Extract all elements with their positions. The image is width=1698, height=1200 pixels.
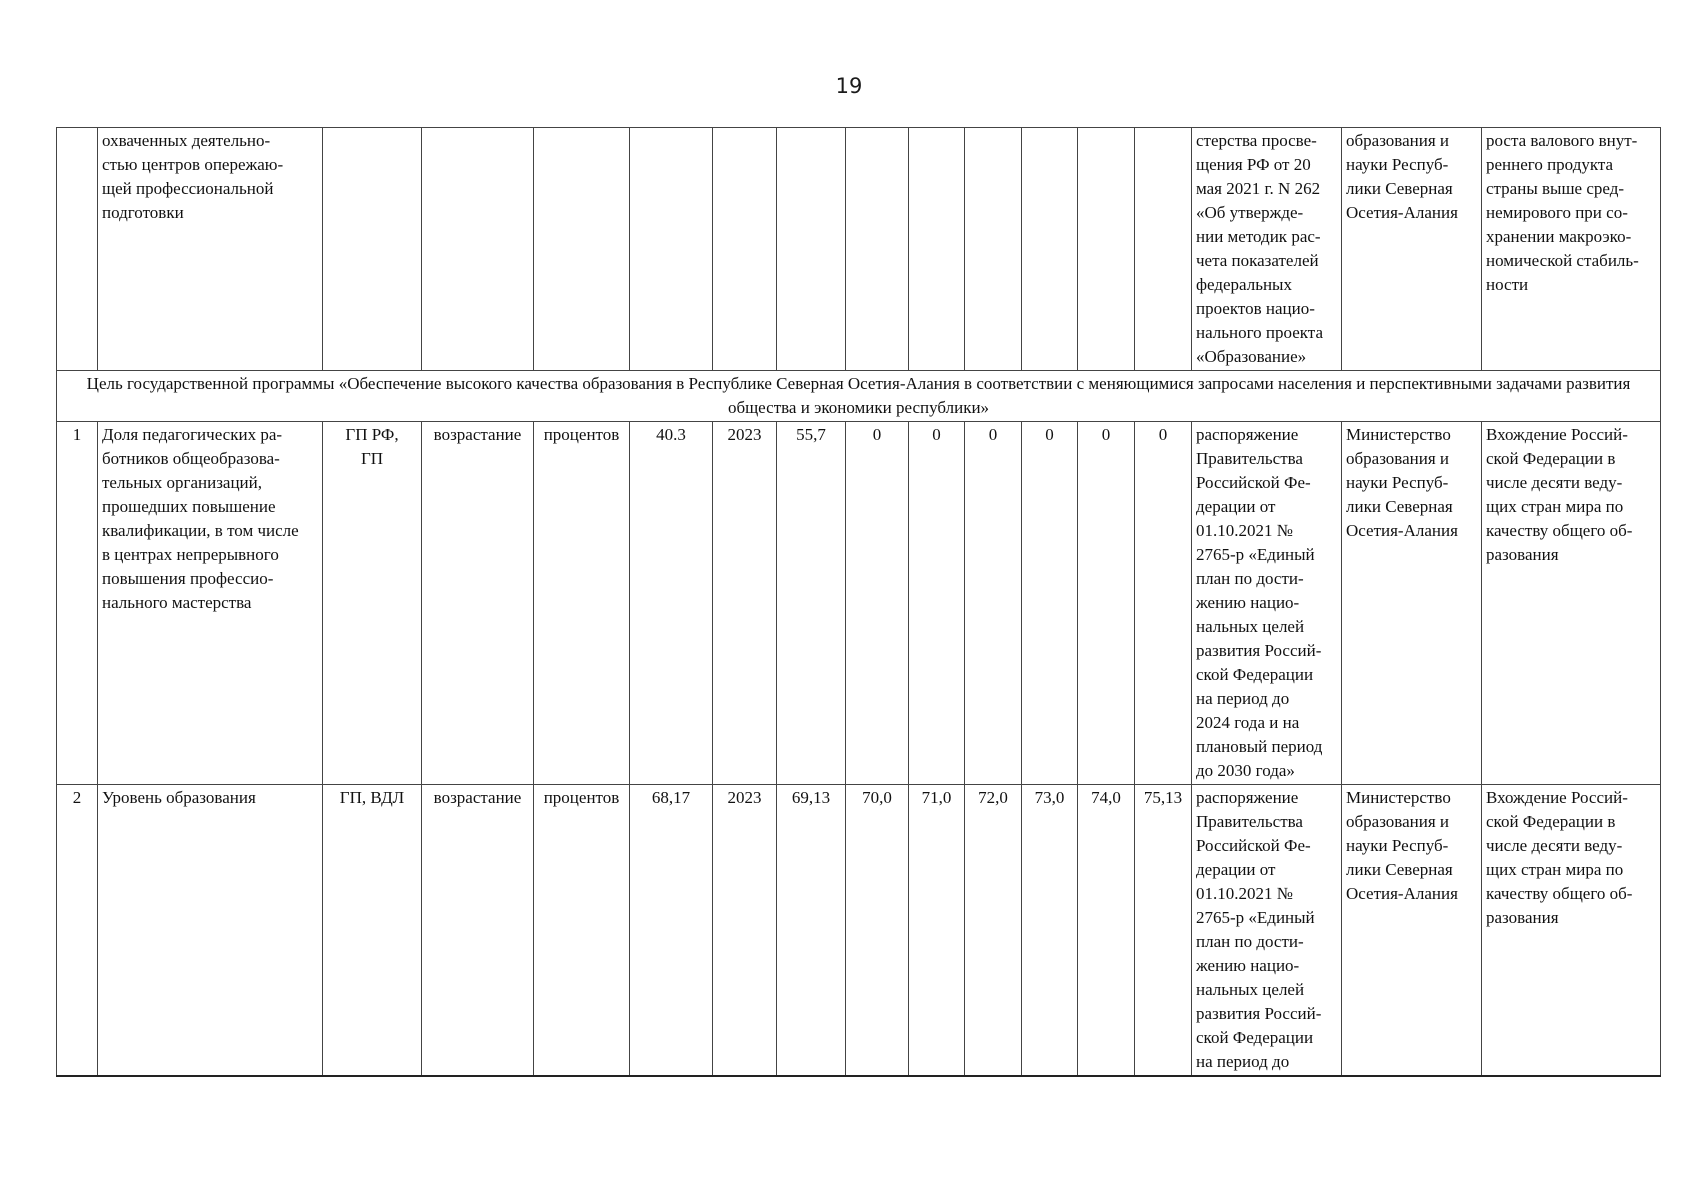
cell-responsible: Министерство образования и науки Респуб- лики Северная Осетия-Алания: [1342, 422, 1482, 785]
cell-base-value: 68,17: [630, 785, 713, 1077]
cell-base-value: 40.3: [630, 422, 713, 785]
cell-base-year: 2023: [713, 422, 777, 785]
cell-value: [1022, 128, 1078, 371]
cell-base-value: [630, 128, 713, 371]
cell-value: 70,0: [846, 785, 909, 1077]
goal-text: Цель государственной программы «Обеспечение высокого качества образования в Республике Северная Осетия-Алания в соответствии с меняющимися запросами населения и перспективными задачами развития общества и экономики республики»: [57, 371, 1661, 422]
cell-link: Вхождение Россий- ской Федерации в числе десяти веду- щих стран мира по качеству общего об- разования: [1482, 785, 1661, 1077]
cell-value: 72,0: [965, 785, 1022, 1077]
cell-num: [57, 128, 98, 371]
cell-level: [323, 128, 422, 371]
cell-value: [965, 128, 1022, 371]
cell-value: 0: [1078, 422, 1135, 785]
cell-base-year: [713, 128, 777, 371]
cell-document: стерства просве- щения РФ от 20 мая 2021 г. N 262 «Об утвержде- нии методик рас- чета показателей федеральных проектов нацио- нального проекта «Образование»: [1192, 128, 1342, 371]
indicators-table: [56, 127, 1661, 1077]
cell-responsible: образования и науки Респуб- лики Северная Осетия-Алания: [1342, 128, 1482, 371]
goal-row: [57, 371, 1661, 422]
cell-value: [909, 128, 965, 371]
cell-base-year: 2023: [713, 785, 777, 1077]
cell-trend: [422, 128, 534, 371]
cell-value: [777, 128, 846, 371]
cell-value: [1135, 128, 1192, 371]
cell-responsible: Министерство образования и науки Респуб- лики Северная Осетия-Алания: [1342, 785, 1482, 1077]
cell-unit: процентов: [534, 422, 630, 785]
table-row-continuation: [57, 128, 1661, 371]
cell-indicator: Уровень образования: [98, 785, 323, 1077]
cell-value: 71,0: [909, 785, 965, 1077]
cell-unit: [534, 128, 630, 371]
cell-trend: возрастание: [422, 785, 534, 1077]
cell-value: 55,7: [777, 422, 846, 785]
cell-value: 0: [909, 422, 965, 785]
cell-indicator: Доля педагогических ра- ботников общеобразова- тельных организаций, прошедших повышение квалификации, в том числе в центрах непрерывного повышения профессио- нального мастерства: [98, 422, 323, 785]
cell-link: Вхождение Россий- ской Федерации в числе десяти веду- щих стран мира по качеству общего об- разования: [1482, 422, 1661, 785]
cell-trend: возрастание: [422, 422, 534, 785]
cell-document: распоряжение Правительства Российской Фе- дерации от 01.10.2021 № 2765-р «Единый план по дости- жению нацио- нальных целей развития Россий- ской Федерации на период до 2024 года и на плановый период до 2030 года»: [1192, 422, 1342, 785]
cell-value: 0: [965, 422, 1022, 785]
cell-value: 73,0: [1022, 785, 1078, 1077]
cell-value: 0: [846, 422, 909, 785]
cell-value: 74,0: [1078, 785, 1135, 1077]
cell-document: распоряжение Правительства Российской Фе- дерации от 01.10.2021 № 2765-р «Единый план по дости- жению нацио- нальных целей развития Россий- ской Федерации на период до: [1192, 785, 1342, 1077]
cell-num: 2: [57, 785, 98, 1077]
cell-level: ГП, ВДЛ: [323, 785, 422, 1077]
table-row: [57, 785, 1661, 1077]
cell-value: 69,13: [777, 785, 846, 1077]
page-number: 19: [835, 74, 863, 98]
cell-num: 1: [57, 422, 98, 785]
cell-value: [1078, 128, 1135, 371]
cell-indicator: охваченных деятельно- стью центров опережаю- щей профессиональной подготовки: [98, 128, 323, 371]
cell-link: роста валового внут- реннего продукта страны выше сред- немирового при со- хранении макроэко- номической стабиль- ности: [1482, 128, 1661, 371]
cell-unit: процентов: [534, 785, 630, 1077]
cell-level: ГП РФ, ГП: [323, 422, 422, 785]
cell-value: 0: [1022, 422, 1078, 785]
cell-value: [846, 128, 909, 371]
table-row: [57, 422, 1661, 785]
cell-value: 0: [1135, 422, 1192, 785]
cell-value: 75,13: [1135, 785, 1192, 1077]
